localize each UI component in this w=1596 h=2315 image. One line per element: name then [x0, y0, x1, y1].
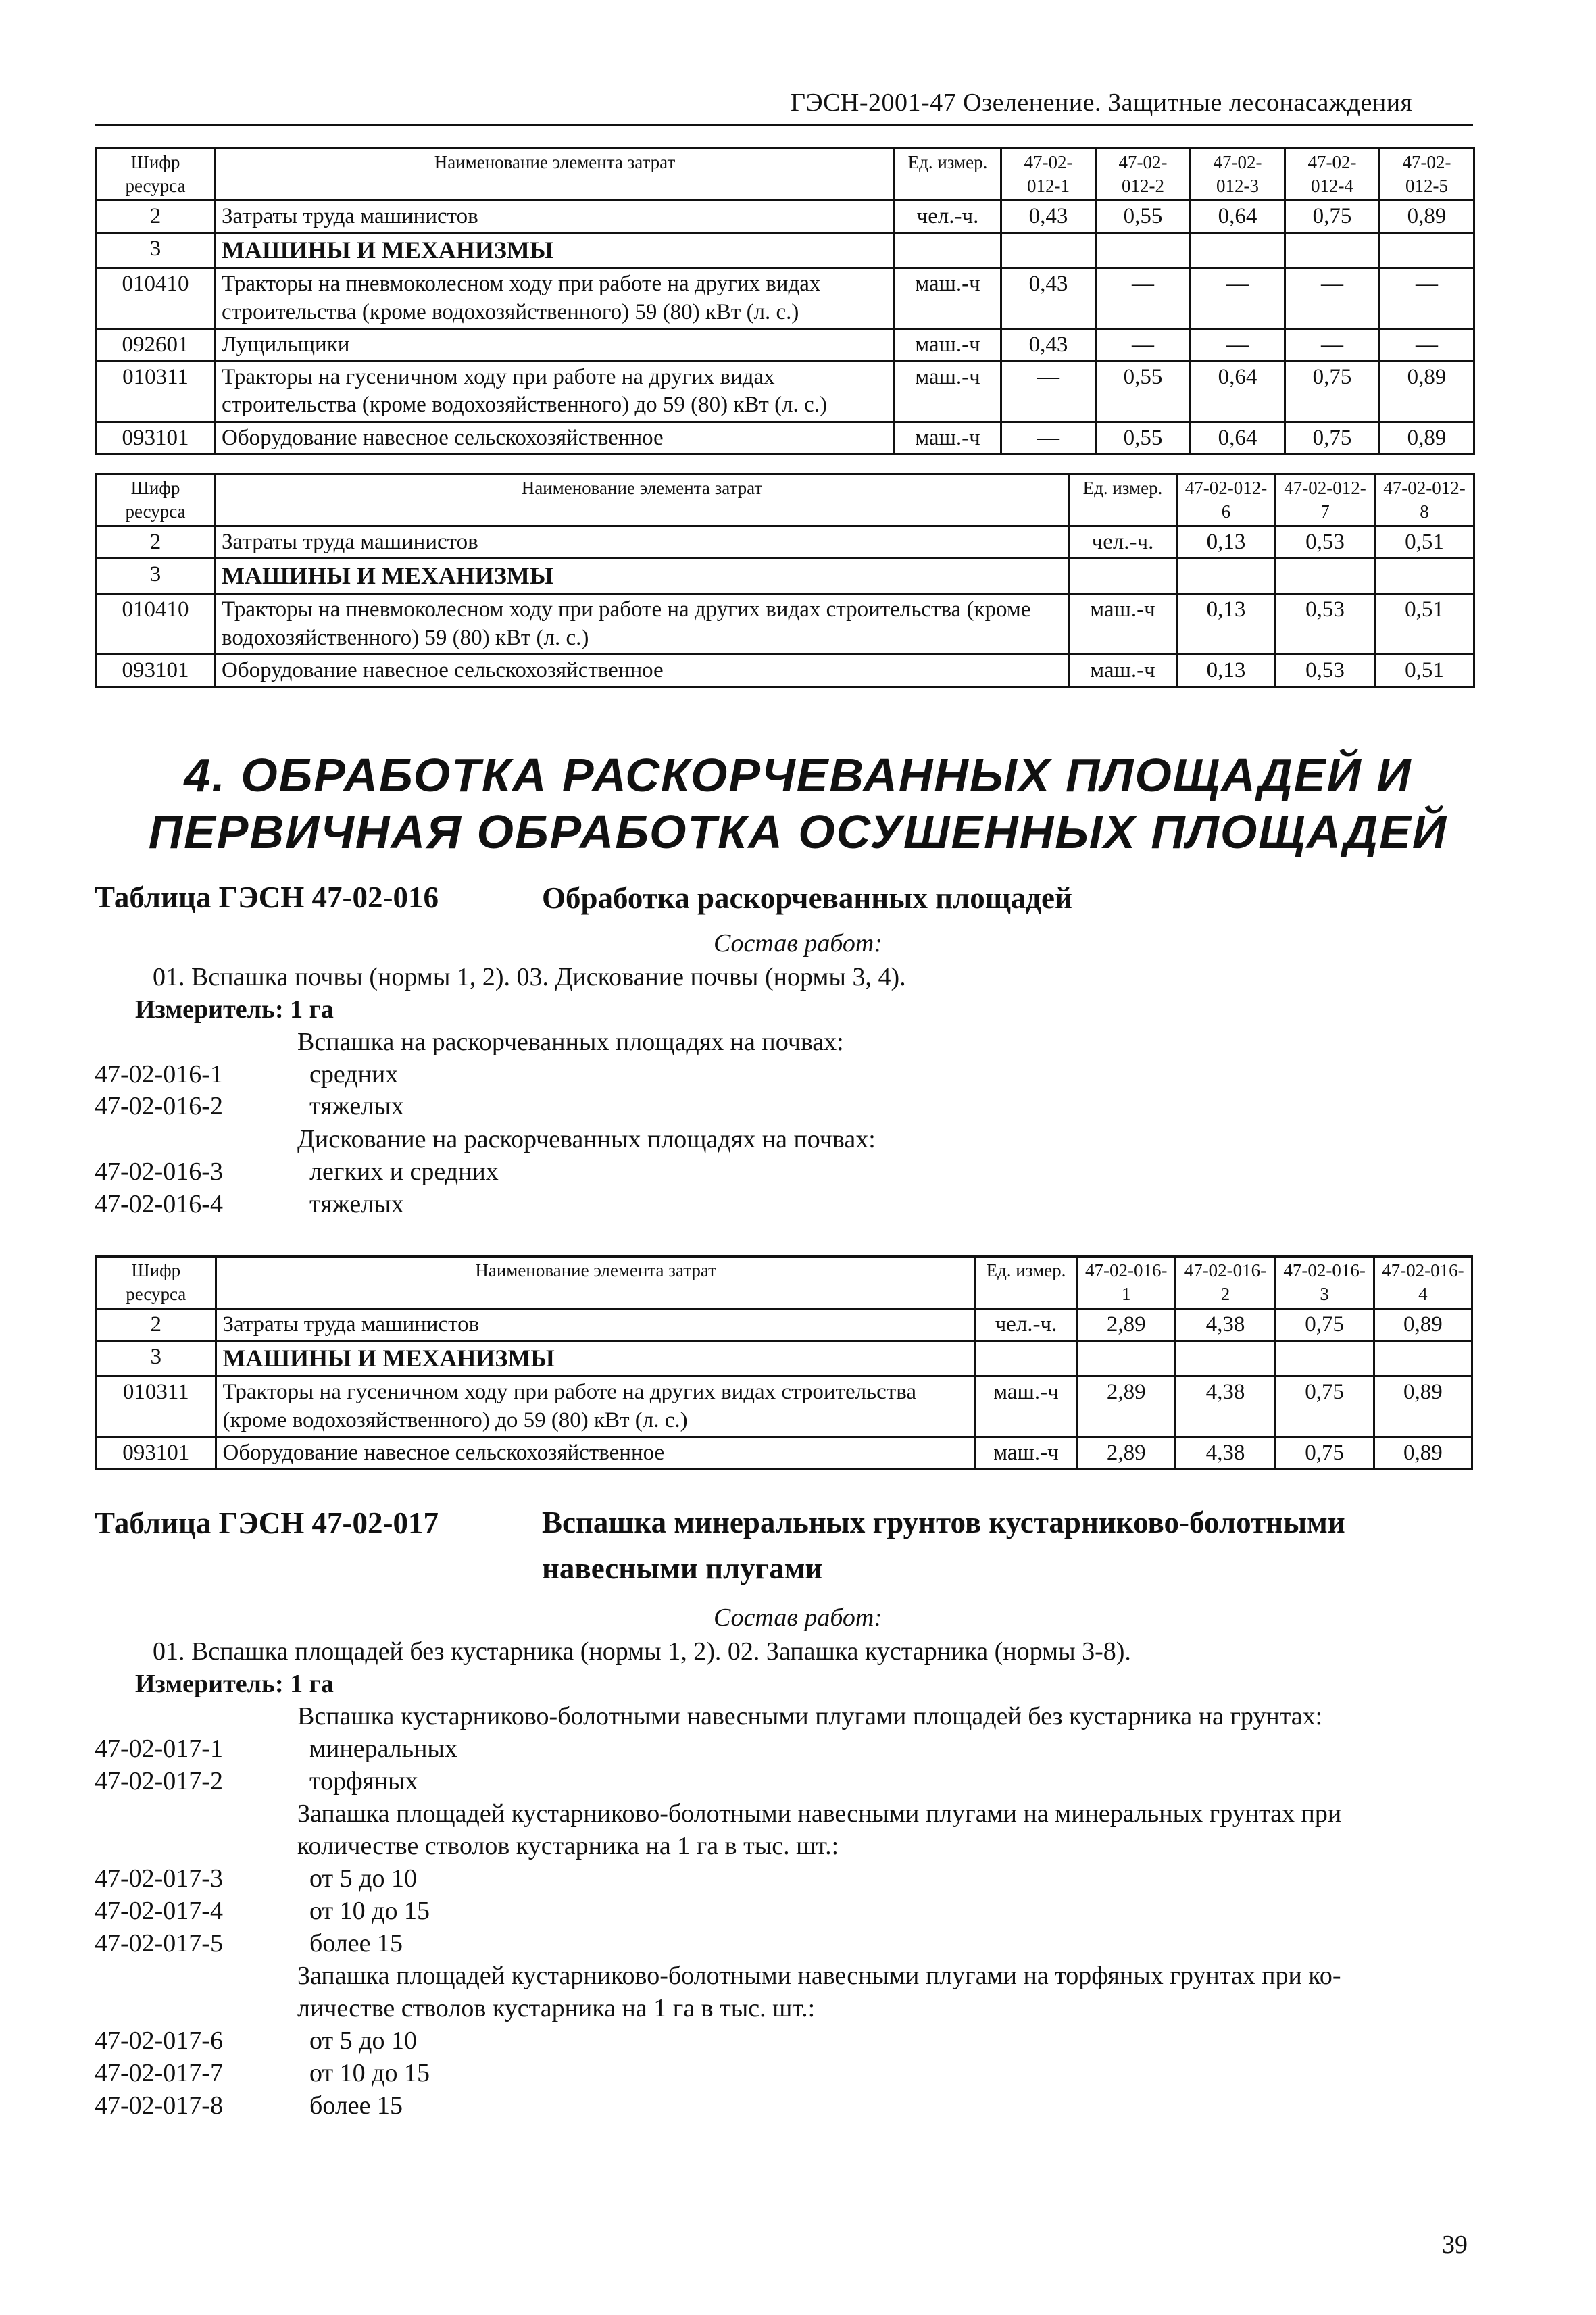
norm-text-016-4: тяжелых — [309, 1190, 404, 1218]
header-norm-col: 47-02-016-2 — [1176, 1257, 1275, 1309]
table-row — [96, 594, 1474, 655]
value-cell: 0,55 — [1096, 422, 1191, 454]
header-row — [96, 474, 1474, 526]
header-norm-col: 47-02-012-8 — [1375, 474, 1474, 526]
value-cell: — — [1096, 328, 1191, 361]
composition-heading-016: Состав работ: — [713, 929, 883, 957]
value-cell: 0,55 — [1096, 362, 1191, 422]
norm-code-017-2: 47-02-017-2 — [95, 1767, 223, 1795]
value-cell: — — [1191, 328, 1285, 361]
norm-group-017-3a: Запашка площадей кустарниково-болотными навесными плугами на торфяных грунтах при ко- — [297, 1962, 1341, 1990]
header-norm-col: 47-02-016-4 — [1374, 1257, 1472, 1309]
norm-text-016-1: средних — [309, 1060, 399, 1089]
header-norm-col: 47-02-012-5 — [1380, 149, 1474, 201]
norm-code-016-3: 47-02-016-3 — [95, 1158, 223, 1186]
norm-code-017-4: 47-02-017-4 — [95, 1897, 223, 1925]
norm-code-017-1: 47-02-017-1 — [95, 1735, 223, 1763]
header-norm-col: 47-02-012-6 — [1177, 474, 1276, 526]
value-cell: 0,89 — [1380, 422, 1474, 454]
section-name: МАШИНЫ И МЕХАНИЗМЫ — [216, 233, 895, 268]
section-row — [96, 559, 1474, 594]
running-header: ГЭСН-2001-47 Озеленение. Защитные лесонасаждения — [791, 89, 1413, 117]
norm-text-017-4: от 10 до 15 — [309, 1897, 430, 1925]
value-cell — [1375, 559, 1474, 594]
value-cell: — — [1380, 328, 1474, 361]
resource-code: 3 — [96, 559, 216, 594]
value-cell — [1177, 559, 1276, 594]
unit-cell — [1069, 559, 1177, 594]
value-cell: 4,38 — [1176, 1437, 1275, 1469]
value-cell: 0,64 — [1191, 362, 1285, 422]
value-cell: 0,53 — [1276, 654, 1375, 687]
value-cell: 2,89 — [1077, 1309, 1176, 1341]
norm-code-017-7: 47-02-017-7 — [95, 2059, 223, 2087]
table-row — [96, 1437, 1472, 1469]
norm-code-017-5: 47-02-017-5 — [95, 1929, 223, 1958]
resource-code: 093101 — [96, 422, 216, 454]
resource-name: Тракторы на пневмоколесном ходу при работе на других видах строительства (кроме водохозяйственного) 59 (80) кВт (л. с.) — [216, 594, 1069, 655]
resource-name: Оборудование навесное сельскохозяйственное — [216, 654, 1069, 687]
value-cell: 0,13 — [1177, 526, 1276, 559]
norm-group-016-2: Дискование на раскорчеванных площадях на почвах: — [297, 1125, 876, 1153]
value-cell: — — [1380, 268, 1474, 329]
table-title-017: Вспашка минеральных грунтов кустарниково-болотными навесными плугами — [542, 1505, 1345, 1585]
norm-code-017-8: 47-02-017-8 — [95, 2091, 223, 2120]
value-cell: 2,89 — [1077, 1376, 1176, 1437]
value-cell: 0,51 — [1375, 654, 1474, 687]
norm-group-017-3b: личестве стволов кустарника на 1 га в тыс. шт.: — [297, 1994, 816, 2022]
value-cell: 0,75 — [1285, 422, 1380, 454]
resource-name: Лущильщики — [216, 328, 895, 361]
value-cell — [1374, 1341, 1472, 1376]
value-cell — [1096, 233, 1191, 268]
resource-code: 2 — [96, 1309, 216, 1341]
norm-code-017-3: 47-02-017-3 — [95, 1864, 223, 1893]
table-label-016: Таблица ГЭСН 47-02-016 — [95, 880, 439, 914]
composition-heading-017: Состав работ: — [713, 1603, 883, 1632]
norm-text-017-1: минеральных — [309, 1735, 457, 1763]
table-row — [96, 328, 1474, 361]
section-heading-line-2: ПЕРВИЧНАЯ ОБРАБОТКА ОСУШЕННЫХ ПЛОЩАДЕЙ — [148, 805, 1448, 858]
value-cell: 0,64 — [1191, 422, 1285, 454]
header-code: Шифр ресурса — [96, 1257, 216, 1309]
resource-code: 2 — [96, 201, 216, 233]
section-row — [96, 1341, 1472, 1376]
table-row — [96, 526, 1474, 559]
value-cell: 0,75 — [1275, 1376, 1374, 1437]
resource-name: Затраты труда машинистов — [216, 201, 895, 233]
norm-text-017-2: торфяных — [309, 1767, 418, 1795]
table-row — [96, 268, 1474, 329]
value-cell: 0,89 — [1380, 362, 1474, 422]
value-cell: 0,89 — [1374, 1376, 1472, 1437]
meter-016: Измеритель: 1 га — [135, 995, 334, 1024]
table-row — [96, 1376, 1472, 1437]
table-label-017: Таблица ГЭСН 47-02-017 — [95, 1506, 439, 1540]
value-cell: — — [1285, 328, 1380, 361]
header-name: Наименование элемента затрат — [216, 149, 895, 201]
table-title-016: Обработка раскорчеванных площадей — [542, 881, 1072, 915]
value-cell — [1077, 1341, 1176, 1376]
header-norm-col: 47-02-012-2 — [1096, 149, 1191, 201]
resource-code: 3 — [96, 1341, 216, 1376]
value-cell: 0,55 — [1096, 201, 1191, 233]
header-name: Наименование элемента затрат — [216, 474, 1069, 526]
norm-group-016-1: Вспашка на раскорчеванных площадях на почвах: — [297, 1028, 844, 1056]
value-cell: 0,89 — [1374, 1437, 1472, 1469]
norm-code-016-2: 47-02-016-2 — [95, 1092, 223, 1120]
value-cell: 4,38 — [1176, 1309, 1275, 1341]
value-cell: 0,64 — [1191, 201, 1285, 233]
resource-unit: чел.-ч. — [975, 1309, 1076, 1341]
norm-text-017-7: от 10 до 15 — [309, 2059, 430, 2087]
value-cell — [1285, 233, 1380, 268]
header-norm-col: 47-02-012-7 — [1276, 474, 1375, 526]
header-rule — [95, 124, 1473, 126]
value-cell: 0,75 — [1285, 201, 1380, 233]
resource-name: Затраты труда машинистов — [216, 526, 1069, 559]
value-cell: 0,43 — [1001, 201, 1096, 233]
header-norm-col: 47-02-016-3 — [1275, 1257, 1374, 1309]
value-cell: 0,75 — [1275, 1437, 1374, 1469]
table-row — [96, 422, 1474, 454]
header-norm-col: 47-02-012-3 — [1191, 149, 1285, 201]
resource-unit: маш.-ч — [895, 268, 1001, 329]
value-cell: 0,13 — [1177, 594, 1276, 655]
header-unit: Ед. измер. — [975, 1257, 1076, 1309]
value-cell: 0,43 — [1001, 268, 1096, 329]
value-cell: 0,75 — [1275, 1309, 1374, 1341]
table-row — [96, 654, 1474, 687]
header-row — [96, 1257, 1472, 1309]
header-unit: Ед. измер. — [1069, 474, 1177, 526]
resource-unit: маш.-ч — [975, 1376, 1076, 1437]
resource-code: 010311 — [96, 362, 216, 422]
value-cell — [1275, 1341, 1374, 1376]
header-code: Шифр ресурса — [96, 474, 216, 526]
resource-unit: маш.-ч — [895, 362, 1001, 422]
resource-name: Оборудование навесное сельскохозяйственное — [216, 1437, 975, 1469]
resource-name: Тракторы на гусеничном ходу при работе на других видах строительства (кроме водохозяйственного) до 59 (80) кВт (л. с.) — [216, 1376, 975, 1437]
resource-unit: маш.-ч — [895, 422, 1001, 454]
value-cell: — — [1096, 268, 1191, 329]
header-norm-col: 47-02-012-4 — [1285, 149, 1380, 201]
header-name: Наименование элемента затрат — [216, 1257, 975, 1309]
value-cell: 0,53 — [1276, 594, 1375, 655]
header-unit: Ед. измер. — [895, 149, 1001, 201]
resource-code: 093101 — [96, 654, 216, 687]
table-row — [96, 362, 1474, 422]
resource-unit: маш.-ч — [895, 328, 1001, 361]
value-cell: 0,13 — [1177, 654, 1276, 687]
resource-name: Затраты труда машинистов — [216, 1309, 975, 1341]
value-cell: 0,53 — [1276, 526, 1375, 559]
resource-unit: маш.-ч — [975, 1437, 1076, 1469]
resource-code: 010410 — [96, 594, 216, 655]
resource-code: 093101 — [96, 1437, 216, 1469]
norm-text-017-3: от 5 до 10 — [309, 1864, 417, 1893]
norm-group-017-2a: Запашка площадей кустарниково-болотными навесными плугами на минеральных грунтах при — [297, 1799, 1342, 1828]
value-cell: — — [1285, 268, 1380, 329]
norm-group-017-2b: количестве стволов кустарника на 1 га в тыс. шт.: — [297, 1832, 839, 1860]
value-cell: 0,51 — [1375, 526, 1474, 559]
value-cell: 0,43 — [1001, 328, 1096, 361]
meter-017: Измеритель: 1 га — [135, 1670, 334, 1698]
section-row — [96, 233, 1474, 268]
section-heading — [0, 747, 1596, 860]
resource-unit: маш.-ч — [1069, 594, 1177, 655]
page-number: 39 — [1442, 2231, 1468, 2259]
value-cell: — — [1001, 422, 1096, 454]
value-cell: 0,89 — [1380, 201, 1474, 233]
norm-group-017-1: Вспашка кустарниково-болотными навесными плугами площадей без кустарника на грунтах: — [297, 1702, 1323, 1731]
norm-code-016-4: 47-02-016-4 — [95, 1190, 223, 1218]
value-cell: — — [1001, 362, 1096, 422]
norm-text-017-5: более 15 — [309, 1929, 403, 1958]
value-cell — [1191, 233, 1285, 268]
header-norm-col: 47-02-016-1 — [1077, 1257, 1176, 1309]
value-cell: 2,89 — [1077, 1437, 1176, 1469]
value-cell: 4,38 — [1176, 1376, 1275, 1437]
composition-text-017: 01. Вспашка площадей без кустарника (нормы 1, 2). 02. Запашка кустарника (нормы 3-8). — [153, 1637, 1131, 1666]
unit-cell — [975, 1341, 1076, 1376]
norm-text-017-6: от 5 до 10 — [309, 2026, 417, 2055]
resource-unit: чел.-ч. — [895, 201, 1001, 233]
resource-unit: чел.-ч. — [1069, 526, 1177, 559]
norm-code-016-1: 47-02-016-1 — [95, 1060, 223, 1089]
resource-table-012-6-8 — [95, 473, 1475, 688]
section-heading-line-1: 4. ОБРАБОТКА РАСКОРЧЕВАННЫХ ПЛОЩАДЕЙ И — [184, 749, 1412, 801]
value-cell: 0,75 — [1285, 362, 1380, 422]
resource-code: 3 — [96, 233, 216, 268]
header-row — [96, 149, 1474, 201]
resource-code: 010311 — [96, 1376, 216, 1437]
header-code: Шифр ресурса — [96, 149, 216, 201]
resource-code: 2 — [96, 526, 216, 559]
value-cell: 0,89 — [1374, 1309, 1472, 1341]
value-cell — [1276, 559, 1375, 594]
norm-code-017-6: 47-02-017-6 — [95, 2026, 223, 2055]
resource-name: Тракторы на пневмоколесном ходу при работе на других видах строительства (кроме водохозяйственного) 59 (80) кВт (л. с.) — [216, 268, 895, 329]
unit-cell — [895, 233, 1001, 268]
value-cell: — — [1191, 268, 1285, 329]
norm-text-016-2: тяжелых — [309, 1092, 404, 1120]
resource-table-012-1-5 — [95, 147, 1475, 455]
norm-text-016-3: легких и средних — [309, 1158, 499, 1186]
composition-text-016: 01. Вспашка почвы (нормы 1, 2). 03. Дискование почвы (нормы 3, 4). — [153, 963, 906, 991]
table-row — [96, 201, 1474, 233]
resource-code: 010410 — [96, 268, 216, 329]
resource-name: Оборудование навесное сельскохозяйственное — [216, 422, 895, 454]
table-row — [96, 1309, 1472, 1341]
resource-unit: маш.-ч — [1069, 654, 1177, 687]
section-name: МАШИНЫ И МЕХАНИЗМЫ — [216, 1341, 975, 1376]
norm-text-017-8: более 15 — [309, 2091, 403, 2120]
section-name: МАШИНЫ И МЕХАНИЗМЫ — [216, 559, 1069, 594]
value-cell — [1380, 233, 1474, 268]
header-norm-col: 47-02-012-1 — [1001, 149, 1096, 201]
resource-name: Тракторы на гусеничном ходу при работе на других видах строительства (кроме водохозяйственного) до 59 (80) кВт (л. с.) — [216, 362, 895, 422]
value-cell — [1176, 1341, 1275, 1376]
resource-code: 092601 — [96, 328, 216, 361]
value-cell: 0,51 — [1375, 594, 1474, 655]
resource-table-016 — [95, 1255, 1473, 1470]
value-cell — [1001, 233, 1096, 268]
